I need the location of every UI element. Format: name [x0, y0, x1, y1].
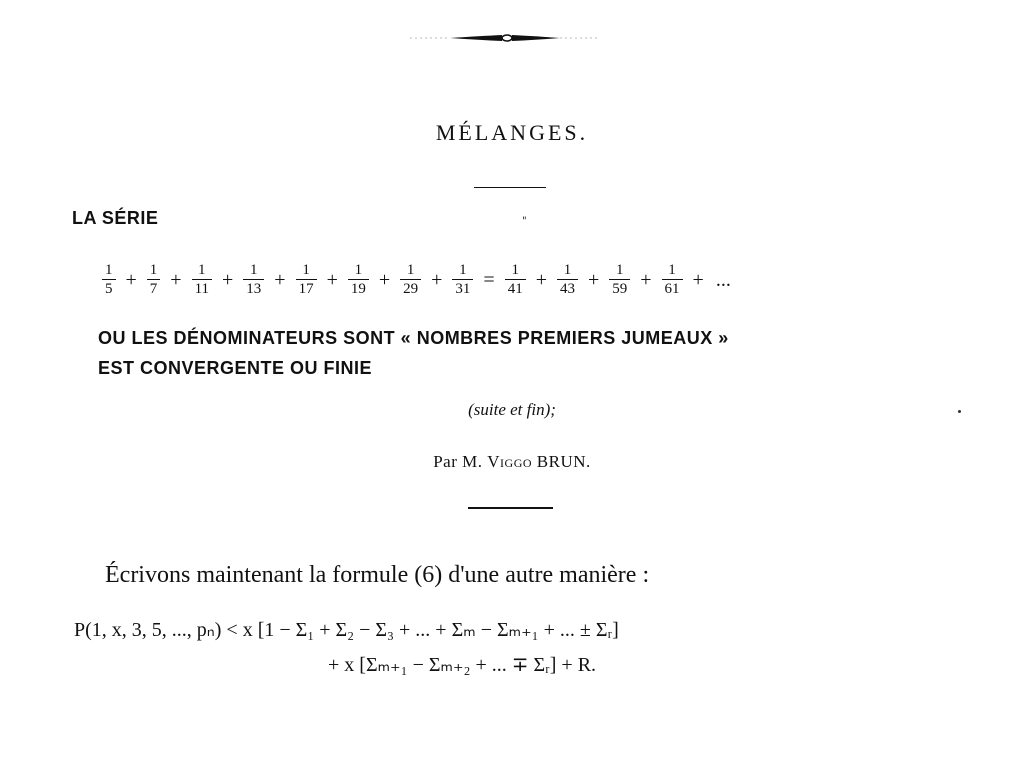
- formula-line-2: + x [Σₘ₊₁ − Σₘ₊₂ + ... ∓ Σᵣ] + R.: [328, 654, 597, 676]
- formula-line-1: P(1, x, 3, 5, ..., pₙ) < x [1 − Σ₁ + Σ₂ − Σ₃ + ... + Σₘ − Σₘ₊₁ + ... ± Σᵣ]: [74, 619, 619, 641]
- series-fraction: [557, 262, 578, 298]
- fraction-numerator: 1: [302, 262, 310, 278]
- series-fraction: [662, 262, 683, 298]
- article-title-line-2: OU LES DÉNOMINATEURS SONT « NOMBRES PREMIERS JUMEAUX »: [98, 328, 729, 348]
- series-fraction: [192, 262, 212, 298]
- article-subtitle: (suite et fin);: [468, 400, 556, 419]
- fraction-denominator: 7: [147, 279, 161, 298]
- author-first-name: Viggo: [487, 452, 533, 471]
- fraction-denominator: 29: [400, 279, 421, 298]
- series-ellipsis: ...: [715, 268, 731, 291]
- fraction-denominator: 11: [192, 279, 212, 298]
- fraction-numerator: 1: [511, 262, 519, 278]
- fraction-numerator: 1: [149, 262, 158, 278]
- fraction-denominator: 5: [102, 279, 116, 298]
- author-last-name: BRUN.: [536, 452, 591, 471]
- series-fraction: [400, 262, 421, 298]
- series-fraction: [102, 262, 116, 298]
- quote-mark: ": [522, 216, 527, 227]
- twin-prime-series: [100, 252, 950, 308]
- series-operator: +: [378, 268, 391, 291]
- fraction-denominator: 59: [609, 279, 630, 298]
- series-operator: +: [640, 268, 652, 291]
- series-operator: +: [222, 268, 234, 291]
- series-fraction: [243, 262, 264, 298]
- ornament-divider-icon: [410, 30, 600, 46]
- section-title: MÉLANGES.: [435, 120, 589, 145]
- body-paragraph: Écrivons maintenant la formule (6) d'une autre manière :: [105, 562, 650, 588]
- fraction-denominator: 17: [296, 279, 317, 298]
- series-operator: +: [125, 268, 137, 291]
- fraction-numerator: 1: [406, 262, 415, 278]
- fraction-denominator: 41: [505, 279, 526, 298]
- fraction-numerator: 1: [354, 262, 363, 278]
- fraction-numerator: 1: [563, 262, 572, 278]
- print-speck: [958, 410, 961, 413]
- fraction-numerator: 1: [616, 262, 624, 278]
- fraction-denominator: 13: [243, 279, 264, 298]
- divider-rule: [468, 507, 553, 509]
- series-operator: +: [274, 268, 286, 291]
- author-prefix: Par M.: [433, 452, 483, 471]
- series-fraction: [296, 262, 317, 298]
- divider-rule: [474, 187, 546, 188]
- author-line: [0, 452, 1024, 472]
- fraction-denominator: 31: [452, 279, 473, 298]
- fraction-numerator: 1: [668, 262, 676, 278]
- series-operator: +: [326, 268, 338, 291]
- fraction-denominator: 19: [348, 279, 369, 298]
- series-fraction: [147, 262, 161, 298]
- series-operator: +: [535, 268, 547, 291]
- series-operator: =: [483, 268, 495, 291]
- series-operator: +: [692, 268, 704, 291]
- fraction-numerator: 1: [459, 262, 467, 278]
- fraction-numerator: 1: [198, 262, 206, 278]
- fraction-denominator: 61: [662, 279, 683, 298]
- fraction-numerator: 1: [105, 262, 113, 278]
- series-operator: +: [170, 268, 182, 291]
- fraction-numerator: 1: [250, 262, 258, 278]
- article-title-line-1: LA SÉRIE: [72, 208, 159, 228]
- series-fraction: [348, 262, 369, 298]
- series-fraction: [505, 262, 526, 298]
- series-operator: +: [587, 268, 600, 291]
- series-operator: +: [431, 268, 443, 291]
- fraction-denominator: 43: [557, 279, 578, 298]
- series-fraction: [452, 262, 473, 298]
- article-title-line-3: EST CONVERGENTE OU FINIE: [98, 358, 373, 378]
- series-fraction: [609, 262, 630, 298]
